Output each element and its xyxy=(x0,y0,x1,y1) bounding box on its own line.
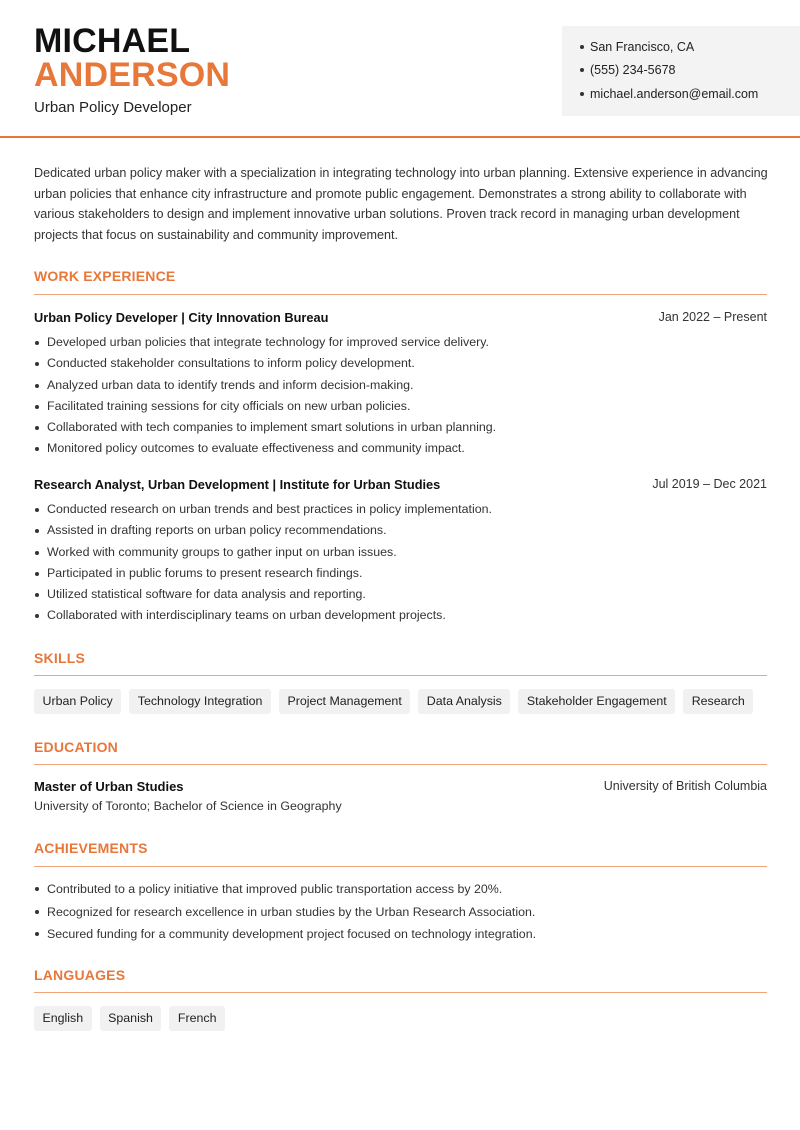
skill-tag: Urban Policy xyxy=(34,689,121,714)
languages-list xyxy=(34,1006,225,1031)
section-divider xyxy=(34,764,767,765)
list-item: Secured funding for a community development project focused on technology integration. xyxy=(34,923,767,946)
list-item: Participated in public forums to present research findings. xyxy=(34,563,767,584)
list-item: Collaborated with tech companies to implement smart solutions in urban planning. xyxy=(34,417,767,438)
list-item: Collaborated with interdisciplinary teams on urban development projects. xyxy=(34,605,767,626)
job-title: Urban Policy Developer xyxy=(34,99,192,116)
contact-box xyxy=(562,26,800,116)
languages-heading: LANGUAGES xyxy=(34,967,126,983)
list-item: Recognized for research excellence in urban studies by the Urban Research Association. xyxy=(34,901,767,924)
language-tag: English xyxy=(34,1006,92,1031)
skill-tag: Technology Integration xyxy=(129,689,271,714)
language-tag: French xyxy=(169,1006,225,1031)
section-divider xyxy=(34,675,767,676)
job-bullets xyxy=(34,499,767,627)
contact-email xyxy=(580,87,758,101)
section-divider xyxy=(34,866,767,867)
job-role: Research Analyst, Urban Development | Institute for Urban Studies xyxy=(34,477,441,492)
list-item: Worked with community groups to gather input on urban issues. xyxy=(34,542,767,563)
list-item: Conducted research on urban trends and best practices in policy implementation. xyxy=(34,499,767,520)
education-heading: EDUCATION xyxy=(34,739,118,755)
list-item: Conducted stakeholder consultations to inform policy development. xyxy=(34,353,767,374)
first-name: MICHAEL xyxy=(34,22,191,60)
list-item: Analyzed urban data to identify trends and inform decision-making. xyxy=(34,375,767,396)
email-text: michael.anderson@email.com xyxy=(590,87,759,101)
job-header xyxy=(34,310,767,325)
list-item: Facilitated training sessions for city officials on new urban policies. xyxy=(34,396,767,417)
list-item: Developed urban policies that integrate technology for improved service delivery. xyxy=(34,332,767,353)
section-divider xyxy=(34,992,767,993)
achievements-heading: ACHIEVEMENTS xyxy=(34,840,148,856)
resume-header xyxy=(0,0,800,138)
list-item: Contributed to a policy initiative that improved public transportation access by 20%. xyxy=(34,878,767,901)
skill-tag: Research xyxy=(683,689,753,714)
contact-phone xyxy=(580,63,675,77)
bullet-icon xyxy=(580,68,584,72)
skill-tag: Project Management xyxy=(279,689,410,714)
skill-tag: Stakeholder Engagement xyxy=(518,689,675,714)
skill-tag: Data Analysis xyxy=(418,689,510,714)
education-school: University of British Columbia xyxy=(603,779,767,793)
location-text: San Francisco, CA xyxy=(590,40,695,54)
education-degree: Master of Urban Studies xyxy=(34,779,184,794)
work-experience-heading: WORK EXPERIENCE xyxy=(34,268,176,284)
section-divider xyxy=(34,294,767,295)
achievements-list xyxy=(34,878,767,946)
job-header xyxy=(34,477,767,492)
bullet-icon xyxy=(580,45,584,49)
job-role: Urban Policy Developer | City Innovation Bureau xyxy=(34,310,329,325)
job-dates: Jul 2019 – Dec 2021 xyxy=(652,477,767,491)
language-tag: Spanish xyxy=(100,1006,162,1031)
education-detail: University of Toronto; Bachelor of Science in Geography xyxy=(34,799,342,813)
skills-list xyxy=(34,689,753,714)
bullet-icon xyxy=(580,92,584,96)
phone-text: (555) 234-5678 xyxy=(590,63,676,77)
list-item: Monitored policy outcomes to evaluate effectiveness and community impact. xyxy=(34,438,767,459)
last-name: ANDERSON xyxy=(34,56,231,94)
contact-location xyxy=(580,40,694,54)
job-bullets xyxy=(34,332,767,460)
list-item: Assisted in drafting reports on urban policy recommendations. xyxy=(34,520,767,541)
job-dates: Jan 2022 – Present xyxy=(658,310,767,324)
skills-heading: SKILLS xyxy=(34,650,85,666)
list-item: Utilized statistical software for data analysis and reporting. xyxy=(34,584,767,605)
summary: Dedicated urban policy maker with a specialization in integrating technology into urban planning. Extensive experience in advancing urban policies that enhance city infrastructure and promote public engagement. Demonstrates a strong ability to collaborate with various stakeholders to design and implement innovative urban solutions. Proven track record in managing urban development projects that focus on sustainability and community improvement. xyxy=(34,166,768,242)
